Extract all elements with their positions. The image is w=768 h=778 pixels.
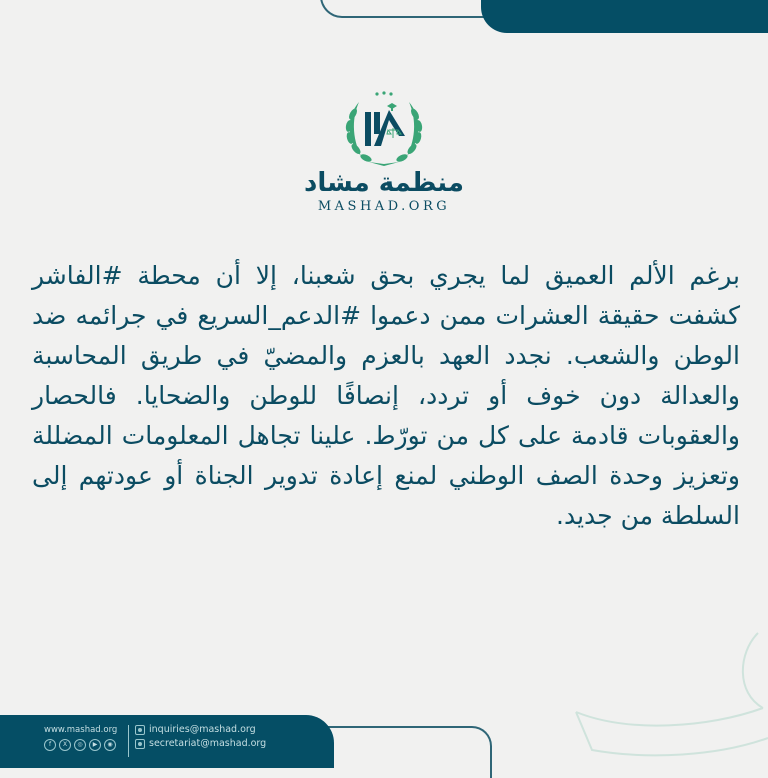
top-banner-bar	[481, 0, 768, 33]
logo	[0, 88, 768, 170]
x-icon[interactable]: X	[59, 739, 71, 751]
org-domain: MASHAD.ORG	[317, 199, 451, 214]
laurel-wreath-house-scales-icon	[339, 88, 429, 170]
email-inquiries-text: inquiries@mashad.org	[149, 724, 256, 735]
email-icon	[135, 739, 145, 749]
footer-contacts	[135, 724, 266, 752]
youtube-icon[interactable]: ▶	[89, 739, 101, 751]
footer-left	[44, 725, 124, 751]
email-icon	[135, 725, 145, 735]
telegram-icon[interactable]: ◉	[104, 739, 116, 751]
decorative-curve-icon	[558, 598, 768, 768]
org-name-arabic: منظمة مشاد	[304, 168, 464, 198]
social-icons	[44, 739, 124, 751]
footer-divider	[128, 725, 129, 757]
website-link[interactable]: www.mashad.org	[44, 725, 118, 735]
instagram-icon[interactable]: ◎	[74, 739, 86, 751]
email-secretariat-text: secretariat@mashad.org	[149, 738, 267, 749]
facebook-icon[interactable]: f	[44, 739, 56, 751]
statement-text: برغم الألم العميق لما يجري بحق شعبنا، إلا أن محطة #الفاشر كشفت حقيقة العشرات ممن دعموا #الدعم_السريع في جرائمه ضد الوطن والشعب. نجدد العهد بالعزم والمضيّ في طريق المحاسبة والعدالة دون خوف أو تردد، إنصافًا للوطن والضحايا. فالحصار والعقوبات قادمة على كل من تورّط. علينا تجاهل المعلومات المضللة وتعزيز وحدة الصف الوطني لمنع إعادة تدوير الجناة أو عودتهم إلى السلطة من جديد.	[32, 261, 740, 530]
email-secretariat[interactable]	[135, 738, 266, 749]
email-inquiries[interactable]	[135, 724, 266, 735]
